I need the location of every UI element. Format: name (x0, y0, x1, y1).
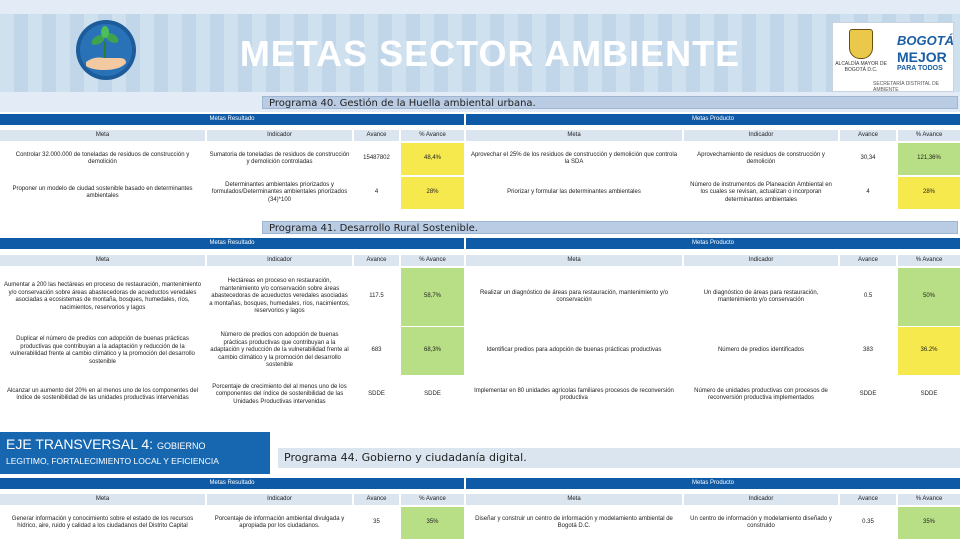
col-avance-producto: Avance (840, 130, 896, 141)
table-row-pct-producto: 121,36% (898, 143, 960, 175)
table-row-avance: 35 (354, 507, 399, 539)
table-row-avance: SDDE (354, 376, 399, 414)
eje-transversal-banner (0, 432, 270, 474)
table-row-indicador-producto: Un centro de información y modelamiento diseñado y construido (684, 507, 838, 539)
table-row-avance-producto: 30,34 (840, 143, 896, 175)
table-row-meta-producto: Implementar en 80 unidades agrícolas familiares procesos de reconversión productiva (466, 376, 682, 414)
secretaria-text: SECRETARÍA DISTRITAL DE AMBIENTE (873, 81, 940, 93)
col-meta-producto: Meta (466, 130, 682, 141)
table-row-indicador-producto: Número de unidades productivas con procesos de reconversión productiva implementados (684, 376, 838, 414)
table-row-meta-producto: Diseñar y construir un centro de información y modelamiento ambiental de Bogotá D.C. (466, 507, 682, 539)
metas-producto-band: Metas Producto (466, 114, 960, 125)
col-meta: Meta (0, 130, 205, 141)
table-row-avance-producto: 4 (840, 177, 896, 209)
col-indicador-producto: Indicador (684, 494, 838, 505)
table-row-pct-producto: SDDE (898, 376, 960, 414)
program-40-title: Programa 40. Gestión de la Huella ambiental urbana. (262, 96, 958, 109)
bogota-logo (832, 22, 954, 92)
table-row-indicador-producto: Número de instrumentos de Planeación Ambiental en los cuales se revisan, actualizan o incorporan determinantes ambientales (684, 177, 838, 209)
table-row-meta: Controlar 32.000.000 de toneladas de residuos de construcción y demolición (0, 143, 205, 175)
table-row-pct: 48,4% (401, 143, 464, 175)
table-row-indicador-producto: Aprovechamiento de residuos de construcción y demolición (684, 143, 838, 175)
table-row-meta: Proponer un modelo de ciudad sostenible basado en determinantes ambientales (0, 177, 205, 209)
col-indicador: Indicador (207, 255, 352, 266)
table-row-meta: Duplicar el número de predios con adopción de buenas prácticas productivas que contribuyan a la adaptación y reducción de la vulnerabilidad frente al cambio climático y la promoción del desarrollo sostenible (0, 327, 205, 375)
program-44-title: Programa 44. Gobierno y ciudadanía digital. (278, 448, 960, 468)
logo-line-3: PARA TODOS (897, 65, 943, 72)
table-row-avance-producto: 0.5 (840, 268, 896, 326)
table-row-indicador: Sumatoria de toneladas de residuos de construcción y demolición controladas (207, 143, 352, 175)
table-row-meta: Generar información y conocimiento sobre el estado de los recursos hídrico, aire, ruido y calidad a los ciudadanos del Distrito Capital (0, 507, 205, 539)
col-indicador-producto: Indicador (684, 255, 838, 266)
col-avance: Avance (354, 130, 399, 141)
col-pct-avance: % Avance (401, 494, 464, 505)
table-row-indicador-producto: Número de predios identificados (684, 327, 838, 375)
table-row-avance: 4 (354, 177, 399, 209)
table-row-meta: Alcanzar un aumento del 20% en al menos uno de los componentes del índice de sostenibilidad de las unidades productivas intervenidas (0, 376, 205, 414)
metas-resultado-band: Metas Resultado (0, 238, 464, 249)
table-row-meta-producto: Priorizar y formular las determinantes ambientales (466, 177, 682, 209)
table-row-avance-producto: 0.35 (840, 507, 896, 539)
table-row-pct: 58,7% (401, 268, 464, 326)
table-row-pct: SDDE (401, 376, 464, 414)
logo-line-1: BOGOTÁ (897, 33, 955, 48)
metas-resultado-band: Metas Resultado (0, 114, 464, 125)
col-indicador: Indicador (207, 130, 352, 141)
page-title-text: METAS SECTOR AMBIENTE (239, 33, 741, 74)
table-row-indicador: Número de predios con adopción de buenas prácticas productivas que contribuyan a la adaptación y reducción de la vulnerabilidad frente al cambio climático y la promoción del desarrollo sostenible (207, 327, 352, 375)
table-row-indicador: Determinantes ambientales priorizados y formulados/Determinantes ambientales priorizados (34)*100 (207, 177, 352, 209)
table-row-pct-producto: 35% (898, 507, 960, 539)
col-pct-avance: % Avance (401, 255, 464, 266)
col-meta: Meta (0, 255, 205, 266)
eje-title-main: EJE TRANSVERSAL 4: (6, 436, 154, 452)
col-indicador: Indicador (207, 494, 352, 505)
col-pct-avance-producto: % Avance (898, 130, 960, 141)
table-row-indicador: Hectáreas en proceso en restauración, mantenimiento y/o conservación sobre áreas abastecedoras de acueductos veredales asociadas a montañas, bosques, humedales, ríos, nacimientos, reservorios y lagos (207, 268, 352, 326)
table-row-pct-producto: 50% (898, 268, 960, 326)
col-pct-avance-producto: % Avance (898, 494, 960, 505)
page-title (210, 18, 770, 90)
table-row-indicador: Porcentaje de crecimiento del al menos uno de los componentes del índice de sostenibilidad de las Unidades Productivas intervenidas (207, 376, 352, 414)
eje-title (6, 436, 205, 452)
table-row-meta: Aumentar a 200 las hectáreas en proceso de restauración, mantenimiento y/o conservación sobre áreas abastecedoras de acueductos veredales asociadas a ecosistemas de montaña, bosques, humedales, ríos, nacimientos, reservorios y lagos (0, 268, 205, 326)
table-row-meta-producto: Aprovechar el 25% de los residuos de construcción y demolición que controla la SDA (466, 143, 682, 175)
col-avance: Avance (354, 494, 399, 505)
coat-of-arms-icon (849, 29, 873, 59)
logo-line-2: MEJOR (897, 49, 947, 65)
col-avance: Avance (354, 255, 399, 266)
table-row-avance: 117.5 (354, 268, 399, 326)
table-row-pct: 35% (401, 507, 464, 539)
table-row-avance-producto: SDDE (840, 376, 896, 414)
table-row-pct: 68,3% (401, 327, 464, 375)
program-41-title: Programa 41. Desarrollo Rural Sostenible. (262, 221, 958, 234)
eje-title-small: GOBIERNO (156, 441, 206, 451)
table-row-meta-producto: Realizar un diagnóstico de áreas para restauración, mantenimiento y/o conservación (466, 268, 682, 326)
table-row-pct-producto: 36.2% (898, 327, 960, 375)
metas-producto-band: Metas Producto (466, 238, 960, 249)
alcaldia-text: ALCALDÍA MAYOR DE BOGOTÁ D.C. (835, 61, 887, 73)
table-row-indicador-producto: Un diagnóstico de áreas para restauración, mantenimiento y/o conservación (684, 268, 838, 326)
col-meta-producto: Meta (466, 255, 682, 266)
col-avance-producto: Avance (840, 494, 896, 505)
col-meta-producto: Meta (466, 494, 682, 505)
table-row-pct: 28% (401, 177, 464, 209)
table-row-indicador: Porcentaje de información ambiental divulgada y apropiada por los ciudadanos. (207, 507, 352, 539)
col-avance-producto: Avance (840, 255, 896, 266)
table-row-pct-producto: 28% (898, 177, 960, 209)
col-meta: Meta (0, 494, 205, 505)
metas-resultado-band: Metas Resultado (0, 478, 464, 489)
table-row-avance-producto: 383 (840, 327, 896, 375)
col-indicador-producto: Indicador (684, 130, 838, 141)
col-pct-avance: % Avance (401, 130, 464, 141)
col-pct-avance-producto: % Avance (898, 255, 960, 266)
eje-subtitle: LEGITIMO, FORTALECIMIENTO LOCAL Y EFICIENCIA (6, 456, 219, 466)
table-row-avance: 15487802 (354, 143, 399, 175)
table-row-meta-producto: Identificar predios para adopción de buenas prácticas productivas (466, 327, 682, 375)
hand-plant-icon (74, 18, 138, 82)
table-row-avance: 683 (354, 327, 399, 375)
metas-producto-band: Metas Producto (466, 478, 960, 489)
